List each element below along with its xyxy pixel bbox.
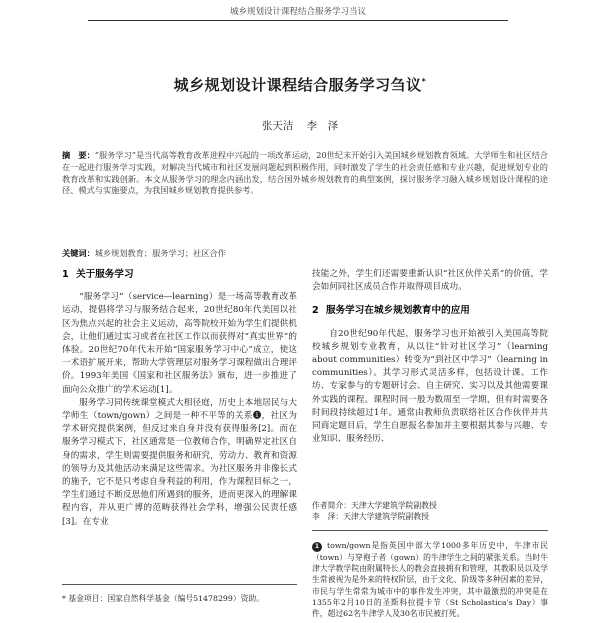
- abstract-text: “服务学习”是当代高等教育改革进程中兴起的一项改革运动，20世纪末开始引入美国城乡规划教育领域。大学师生和社区结合在一起进行服务学习实践，对解决当代城市和社区发展问题起到积极作用，同时激发了学生的社会责任感和专业兴趣，促进规划专业的教育改革和实践创新。本文从服务学习的理念内涵出发，结合国外城乡规划教育的典型案例，探讨服务学习融入城乡规划设计课程的途径、模式与实施要点，为我国城乡规划教育提供参考。: [62, 150, 548, 196]
- author-list: [0, 118, 600, 133]
- body-paragraph: 自20世纪90年代起，服务学习也开始被引入美国高等院校城乡规划专业教育，从以往“针对社区学习”（learning about communities）转变为“到社区中学习”（learning in communities）。其学习形式灵活多样，包括设计课、工作坊、专家参与的专题研讨会、自主研究、实习以及其他需要课外实践的课程。课程时间一般为数周至一学期，但有时需要各时间段持续超过1年。通常由教师负责联络社区合作伙伴并共同商定题目后，学生自愿报名参加并主要根据其参与兴趣、专业知识、服务经历、: [312, 328, 548, 445]
- author-name: 李 泽: [306, 120, 339, 132]
- running-title: 城乡规划设计课程结合服务学习当议: [229, 7, 366, 17]
- footnote-divider: [62, 584, 297, 585]
- section-title: 关于服务学习: [76, 269, 134, 280]
- section-heading-2: [312, 304, 548, 317]
- affiliation-line: 作者简介：天津大学建筑学院副教授: [312, 501, 437, 510]
- title-footnote-mark: *: [421, 77, 427, 86]
- section-number: 2: [312, 305, 319, 317]
- author-name: 张天洁: [261, 120, 294, 132]
- article-title-text: 城乡规划设计课程结合服务学习刍议: [173, 76, 422, 94]
- abstract-label: 摘 要：: [62, 150, 95, 160]
- keywords: [62, 248, 548, 260]
- body-paragraph: 服务学习同传统课堂模式大相径庭，历史上本地居民与大学师生（town/gown）之间是一种不平等的关系❶，社区为学术研究提供案例，但反过来自身并没有获得服务[2]。而在服务学习模式下，社区通常是一位教师合作，明确界定社区自身的需求，学生则需要提供服务和研究，劳动力、教育和资源的领导力及其他活动来满足这些需求。为社区服务并非像长式的施予，它不是只考虑自身利益的利用，作为课程目标之一，学生们通过不断反思他们所遇到的服务，进而更深入的理解课程内容，并从更广博的范畴获得社会学科，增强公民责任感[3]。在专业: [62, 397, 297, 527]
- endnote-text: town/gown是指英国中部大学1000多年历史中，牛津市民（town）与穿袍子者（gown）的牛津学生之间的紧张关系。当时牛津大学教学院由附属特长人的教会直接拥有和管理，其教职员以及学生常被视为是外来的特权阶层，由于文化、阶级等多种因素的差异，市民与学生常常为城市中的事件发生冲突，其中最激烈的冲突是在1355年2月10日的圣斯科拉提卡节（St Scholastica's Day）事件，超过62名牛津学人及30名市民被打死。: [312, 541, 548, 619]
- endnote-marker: 1: [312, 542, 322, 552]
- running-header: [88, 4, 508, 21]
- keywords-label: 关键词：: [62, 248, 95, 258]
- footnote: [62, 593, 297, 604]
- abstract: [62, 150, 548, 197]
- footnote-mark: *: [62, 594, 66, 603]
- left-column: [62, 268, 297, 529]
- section-number: 1: [62, 269, 69, 280]
- footnote-text: 基金项目：国家自然科学基金（编号51478299）资助。: [68, 594, 265, 603]
- keywords-text: 城乡规划教育；服务学习；社区合作: [94, 248, 226, 258]
- affiliation-line: 李 泽：天津大学建筑学院副教授: [312, 512, 429, 521]
- right-column: [312, 268, 548, 446]
- endnote: [312, 540, 548, 619]
- endnote-divider: [312, 530, 548, 531]
- section-heading-1: [62, 268, 297, 281]
- author-affiliation: [312, 500, 548, 522]
- body-paragraph: “服务学习”（service—learning）是一场高等教育改革运动，提倡将学习与服务结合起来，20世纪80年代美国以社区为焦点兴起的社会主义运动，高等院校开始为学生们提供机会，让他们通过实习或者在社区工作以而获得对“真实世界”的体验。20世纪70年代末开始“国家服务学习中心”成立，使这一术语扩展开来，帮助大学管理层对服务学习课程做出合理评价。1993年美国《国家和社区服务法》颁布，进一步推进了面向公众推广的学术运动[1]。: [62, 292, 297, 395]
- section-title: 服务学习在城乡规划教育中的应用: [326, 305, 470, 317]
- article-title: [0, 74, 600, 95]
- body-paragraph: 技能之外，学生们还需要重新认识“社区伙伴关系”的价值，学会如何同社区成员合作并取得项目成功。: [312, 269, 548, 293]
